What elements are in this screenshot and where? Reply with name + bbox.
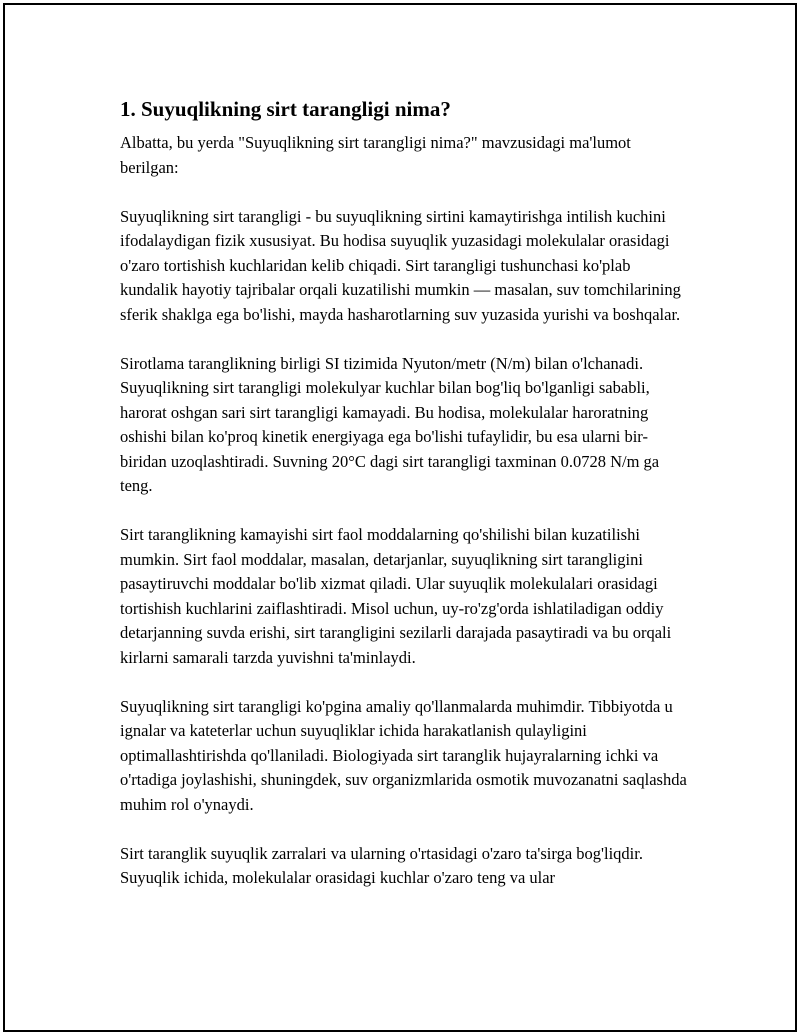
document-page [3, 3, 797, 1032]
paragraph-definition: Suyuqlikning sirt tarangligi - bu suyuqlikning sirtini kamaytirishga intilish kuchini ifodalaydigan fizik xususiyat. Bu hodisa suyuqlik yuzasidagi molekulalar orasidagi o'zaro tortishish kuchlaridan kelib chiqadi. Sirt tarangligi tushunchasi ko'plab kundalik hayotiy tajribalar orqali kuzatilishi mumkin — masalan, suv tomchilarining sferik shaklga ega bo'lishi, mayda hasharotlarning suv yuzasida yurishi va boshqalar. [120, 206, 681, 324]
paragraph-applications: Suyuqlikning sirt tarangligi ko'pgina amaliy qo'llanmalarda muhimdir. Tibbiyotda u ignalar va kateterlar uchun suyuqliklar ichida harakatlanish qulayligini optimallashtirishda qo'llaniladi. Biologiyada sirt taranglik hujayralarning ichki va o'rtadiga joylashishi, shuningdek, suv organizmlarida osmotik muvozanatni saqlashda muhim rol o'ynaydi. [120, 696, 687, 814]
paragraph-units-temperature: Sirotlama taranglikning birligi SI tizimida Nyuton/metr (N/m) bilan o'lchanadi. Suyuqlikning sirt tarangligi molekulyar kuchlar bilan bog'liq bo'lganligi sababli, harorat oshgan sari sirt tarangligi kamayadi. Bu hodisa, molekulalar haroratning oshishi bilan ko'proq kinetik energiyaga ega bo'lishi tufaylidir, bu esa ularni bir-biridan uzoqlashtiradi. Suvning 20°C dagi sirt tarangligi taxminan 0.0728 N/m ga teng. [120, 353, 660, 495]
section-title: 1. Suyuqlikning sirt tarangligi nima? [120, 97, 451, 121]
document-body [120, 95, 690, 915]
paragraph-intro: Albatta, bu yerda "Suyuqlikning sirt tarangligi nima?" mavzusidagi ma'lumot berilgan: [120, 133, 631, 177]
paragraph-surfactants: Sirt taranglikning kamayishi sirt faol moddalarning qo'shilishi bilan kuzatilishi mumkin. Sirt faol moddalar, masalan, detarjanlar, suyuqlikning sirt tarangligini pasaytiruvchi moddalar bo'lib xizmat qiladi. Ular suyuqlik molekulalari orasidagi tortishish kuchlarini zaiflashtiradi. Misol uchun, uy-ro'zg'orda ishlatiladigan oddiy detarjanning suvda erishi, sirt tarangligini sezilarli darajada pasaytiradi va bu orqali kirlarni samarali tarzda yuvishni ta'minlaydi. [120, 525, 672, 667]
paragraph-interactions: Sirt taranglik suyuqlik zarralari va ularning o'rtasidagi o'zaro ta'sirga bog'liqdir. Suyuqlik ichida, molekulalar orasidagi kuchlar o'zaro teng va ular [120, 843, 643, 887]
